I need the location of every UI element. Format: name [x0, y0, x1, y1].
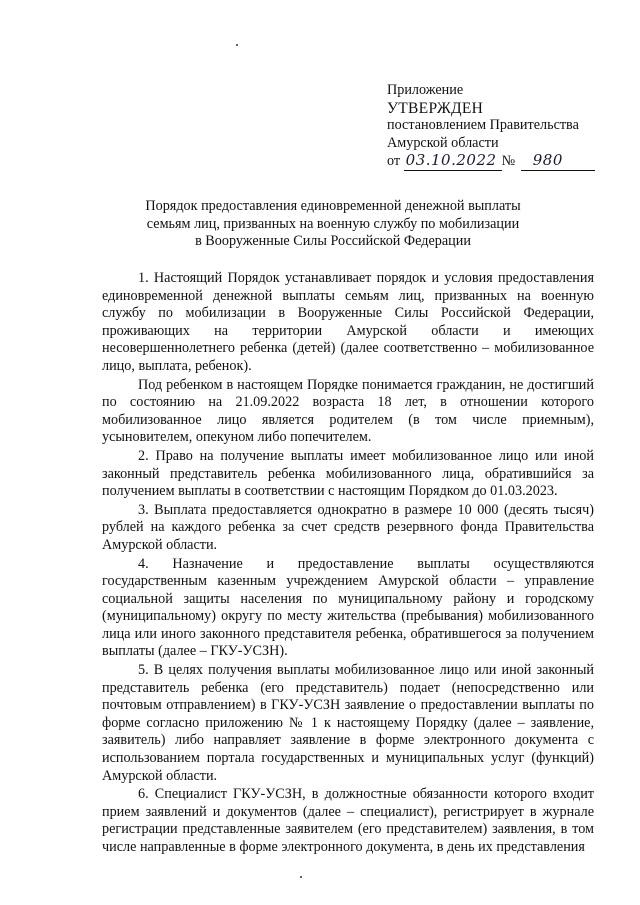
paragraph-1: 1. Настоящий Порядок устанавливает порядок и условия предоставления единовременной денежной выплаты семьям лиц, призванных на военную службу по мобилизации в Вооруженные Силы Российской Федерации, проживающих на территории Амурской области и имеющих несовершеннолетнего ребенка (детей) (далее соответственно – мобилизованное лицо, выплата, ребенок).	[102, 270, 594, 374]
title-line-1: Порядок предоставления единовременной денежной выплаты	[145, 198, 521, 214]
region-label: Амурской области	[387, 134, 499, 151]
date-number-line	[387, 152, 627, 171]
scan-speck	[300, 876, 302, 878]
paragraph-5: 5. В целях получения выплаты мобилизованное лицо или иной законный представитель ребенка (его представитель) подает (непосредственно или почтовым отправлением) в ГКУ-УСЗН заявление о предоставлении выплаты по форме согласно приложению № 1 к настоящему Порядку (далее – заявление, заявитель) либо направляет заявление в форме электронного документа с использованием портала государственных и муниципальных услуг (функций) Амурской области.	[102, 662, 594, 784]
paragraph-6: 6. Специалист ГКУ-УСЗН, в должностные обязанности которого входит прием заявлений и документов (далее – специалист), регистрирует в журнале регистрации представленные заявителем (его представителем) заявления, в том числе направленные в форме электронного документа, в день их представления	[102, 786, 594, 855]
approval-block	[387, 82, 627, 171]
appendix-label: Приложение	[387, 82, 464, 98]
handwritten-date: 03.10.2022	[404, 152, 502, 171]
paragraph-3: 3. Выплата предоставляется однократно в размере 10 000 (десять тысяч) рублей на каждого ребенка за счет средств резервного фонда Правительства Амурской области.	[102, 501, 594, 553]
paragraph-4: 4. Назначение и предоставление выплаты осуществляются государственным казенным учреждением Амурской области – управление социальной защиты населения по муниципальному району и городскому (муниципальному) округу по месту жительства (пребывания) мобилизованного лица или иного законного представителя ребенка, обратившегося за получением выплаты (далее – ГКУ-УСЗН).	[102, 555, 594, 660]
handwritten-number: 980	[521, 152, 595, 171]
number-sign: №	[501, 153, 516, 169]
paragraph-child-definition: Под ребенком в настоящем Порядке понимается гражданин, не достигший по состоянию на 21.09.2022 возраста 18 лет, в отношении которого мобилизованное лицо является родителем (в том числе приемным), усыновителем, опекуном либо попечителем.	[102, 376, 594, 446]
title-line-2: семьям лиц, призванных на военную службу по мобилизации	[146, 215, 520, 232]
paragraph-2: 2. Право на получение выплаты имеет мобилизованное лицо или иной законный представитель ребенка мобилизованного лица, обратившийся за получением выплаты в соответствии с настоящим Порядком до 01.03.2023.	[102, 447, 594, 500]
title-line-3: в Вооруженные Силы Российской Федерации	[195, 233, 471, 249]
date-prefix: от	[387, 153, 401, 169]
approved-label: УТВЕРЖДЕН	[387, 99, 484, 117]
document-title	[100, 198, 566, 251]
document-body	[102, 270, 594, 858]
scan-speck	[236, 44, 238, 46]
resolution-label: постановлением Правительства	[387, 117, 579, 133]
